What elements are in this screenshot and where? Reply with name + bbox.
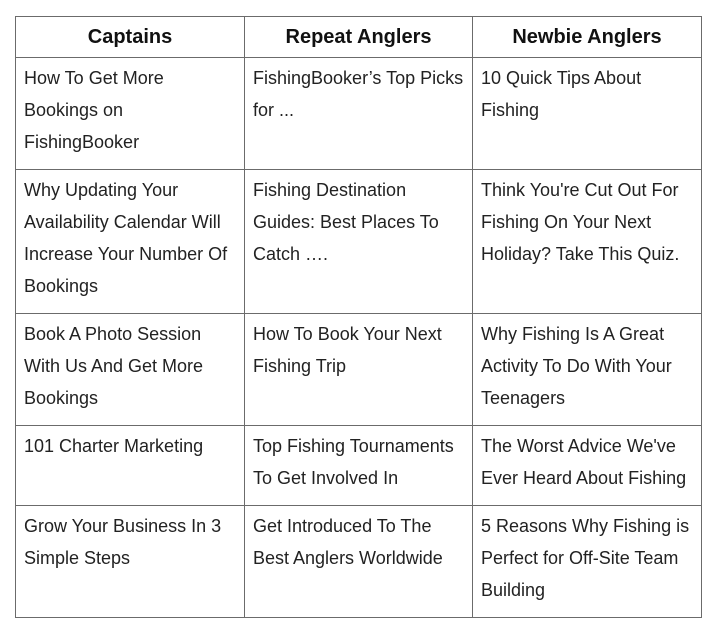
table-cell: Think You're Cut Out For Fishing On Your Next Holiday? Take This Quiz. [473, 170, 702, 314]
table-cell: Fishing Destination Guides: Best Places To Catch …. [245, 170, 473, 314]
header-row [16, 17, 702, 58]
blog-topics-table [15, 16, 702, 618]
header-repeat-anglers: Repeat Anglers [245, 17, 473, 58]
table-cell: The Worst Advice We've Ever Heard About Fishing [473, 426, 702, 506]
table-cell: Top Fishing Tournaments To Get Involved In [245, 426, 473, 506]
table-row [16, 426, 702, 506]
table-row [16, 170, 702, 314]
table-cell: 5 Reasons Why Fishing is Perfect for Off-Site Team Building [473, 506, 702, 618]
table-cell: FishingBooker’s Top Picks for ... [245, 58, 473, 170]
table-cell: Why Updating Your Availability Calendar Will Increase Your Number Of Bookings [16, 170, 245, 314]
table-cell: Book A Photo Session With Us And Get More Bookings [16, 314, 245, 426]
header-captains: Captains [16, 17, 245, 58]
table-cell: 10 Quick Tips About Fishing [473, 58, 702, 170]
table-cell: Grow Your Business In 3 Simple Steps [16, 506, 245, 618]
table-cell: How To Book Your Next Fishing Trip [245, 314, 473, 426]
table-cell: How To Get More Bookings on FishingBooker [16, 58, 245, 170]
table-cell: Get Introduced To The Best Anglers Worldwide [245, 506, 473, 618]
table-row [16, 506, 702, 618]
table-row [16, 58, 702, 170]
table-cell: 101 Charter Marketing [16, 426, 245, 506]
header-newbie-anglers: Newbie Anglers [473, 17, 702, 58]
table-cell: Why Fishing Is A Great Activity To Do With Your Teenagers [473, 314, 702, 426]
table-row [16, 314, 702, 426]
